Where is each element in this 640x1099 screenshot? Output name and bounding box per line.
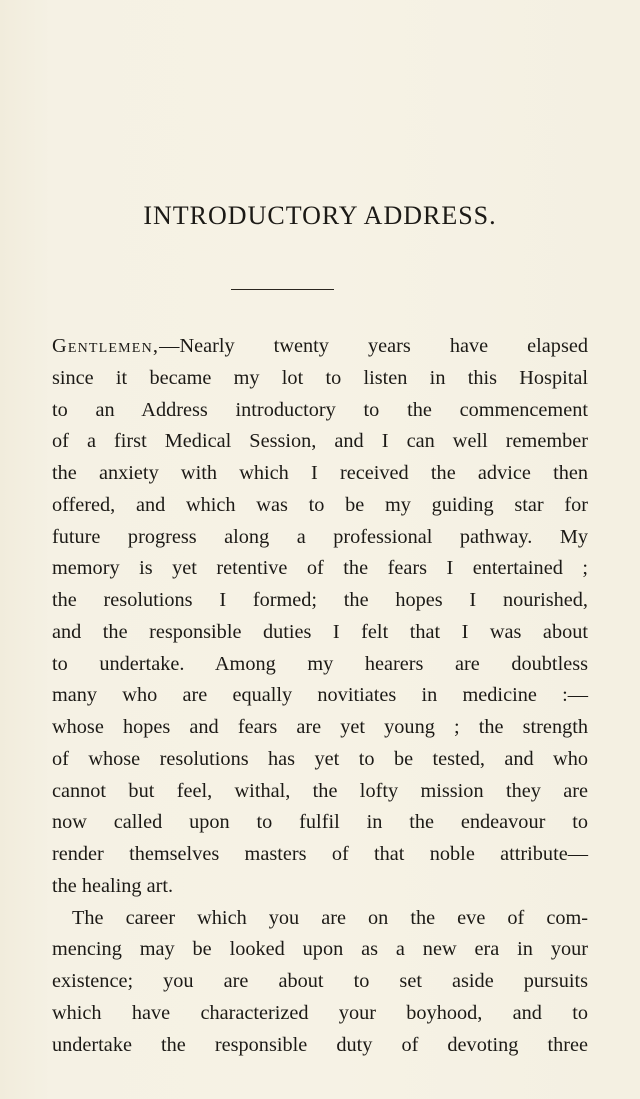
text-line: offered, and which was to be my guiding star for	[52, 493, 588, 516]
text-line: cannot but feel, withal, the lofty mission they are	[52, 779, 588, 802]
text-line: whose hopes and fears are yet young ; the strength	[52, 716, 588, 738]
text-line: the anxiety with which I received the advice then	[52, 462, 588, 484]
text-line: The career which you are on the eve of com-	[72, 906, 588, 929]
text-line: undertake the responsible duty of devoting three	[52, 1033, 588, 1056]
text-line: render themselves masters of that noble attribute—	[52, 843, 588, 865]
text-line: memory is yet retentive of the fears I entertained ;	[52, 557, 588, 580]
salutation: Gentlemen,	[52, 335, 160, 357]
text-line: of whose resolutions has yet to be tested, and who	[52, 747, 588, 770]
text-line: future progress along a professional pathway. My	[52, 525, 588, 548]
text-line: now called upon to fulfil in the endeavour to	[52, 811, 588, 834]
text-line: and the responsible duties I felt that I was about	[52, 620, 588, 643]
text-line: the healing art.	[52, 874, 174, 897]
text-line: existence; you are about to set aside pursuits	[52, 970, 588, 992]
text-line	[52, 331, 588, 363]
text-line-content: —Nearly twenty years have elapsed	[159, 335, 588, 357]
body-text	[52, 331, 588, 1061]
text-line: many who are equally novitiates in medicine :—	[52, 684, 588, 707]
title-divider	[231, 289, 334, 290]
text-line: to undertake. Among my hearers are doubtless	[52, 652, 588, 675]
text-line: to an Address introductory to the commencement	[52, 398, 588, 421]
text-line: the resolutions I formed; the hopes I nourished,	[52, 589, 588, 611]
text-line: since it became my lot to listen in this Hospital	[52, 366, 588, 389]
text-line: of a first Medical Session, and I can well remember	[52, 430, 588, 453]
text-line: which have characterized your boyhood, and to	[52, 1001, 588, 1024]
text-line: mencing may be looked upon as a new era in your	[52, 938, 588, 961]
page-title: INTRODUCTORY ADDRESS.	[143, 201, 497, 230]
